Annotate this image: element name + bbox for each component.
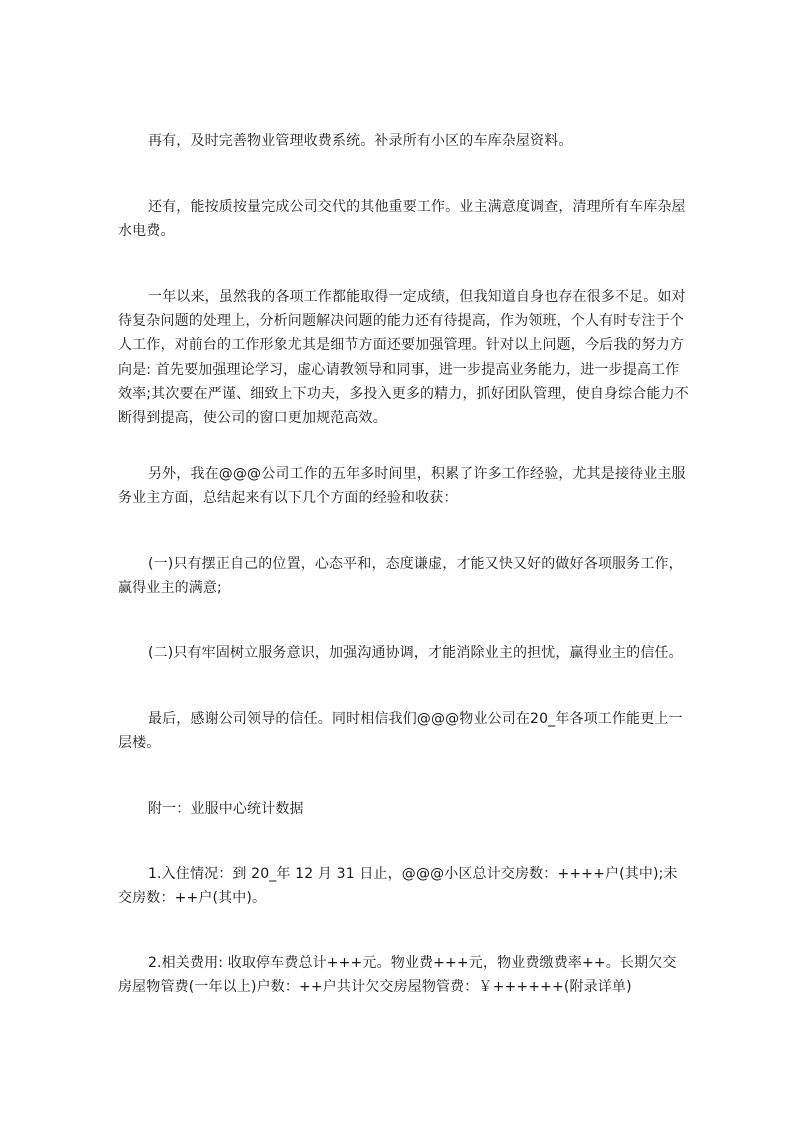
paragraph-occupancy: 1.入住情况：到 20_年 12 月 31 日止，@@@小区总计交房数：++++户(其中);未交房数：++户(其中)。 [118,866,678,907]
paragraph-other-tasks: 还有，能按质按量完成公司交代的其他重要工作。业主满意度调查，清理所有车库杂屋水电费。 [118,199,686,240]
paragraph-shortcomings: 一年以来，虽然我的各项工作都能取得一定成绩，但我知道自身也存在很多不足。如对待复杂问题的处理上，分析问题解决问题的能力还有待提高，作为领班，个人有时专注于个人工作，对前台的工作形象尤其是细节方面还要加强管理。针对以上问题，今后我的努力方向是: 首先要加强理论学习，虚心请教领导和同事，进一步提高业务能力，进一步提高工作效率;其次要在严谨、细致上下功夫，多投入更多的精力，抓好团队管理，使自身综合能力不断得到提高，使公司的窗口更加规范高效。 [118,289,689,427]
paragraph-finance-system: 再有，及时完善物业管理收费系统。补录所有小区的车库杂屋资料。 [148,133,573,149]
appendix-heading: 附一：业服中心统计数据 [148,801,304,817]
paragraph-experience: 另外，我在@@@公司工作的五年多时间里，积累了许多工作经验，尤其是接待业主服务业主方面，总结起来有以下几个方面的经验和收获： [118,466,686,507]
paragraph-point-one: (一)只有摆正自己的位置，心态平和，态度谦虚，才能又快又好的做好各项服务工作，赢得业主的满意; [118,556,683,597]
paragraph-point-two: (二)只有牢固树立服务意识，加强沟通协调，才能消除业主的担忧，赢得业主的信任。 [148,645,683,661]
paragraph-fees: 2.相关费用: 收取停车费总计+++元。物业费+++元，物业费缴费率++。长期欠交房屋物管费(一年以上)户数：++户共计欠交房屋物管费：￥++++++(附录详单) [118,955,677,996]
paragraph-closing: 最后，感谢公司领导的信任。同时相信我们@@@物业公司在20_年各项工作能更上一层楼。 [118,711,683,752]
